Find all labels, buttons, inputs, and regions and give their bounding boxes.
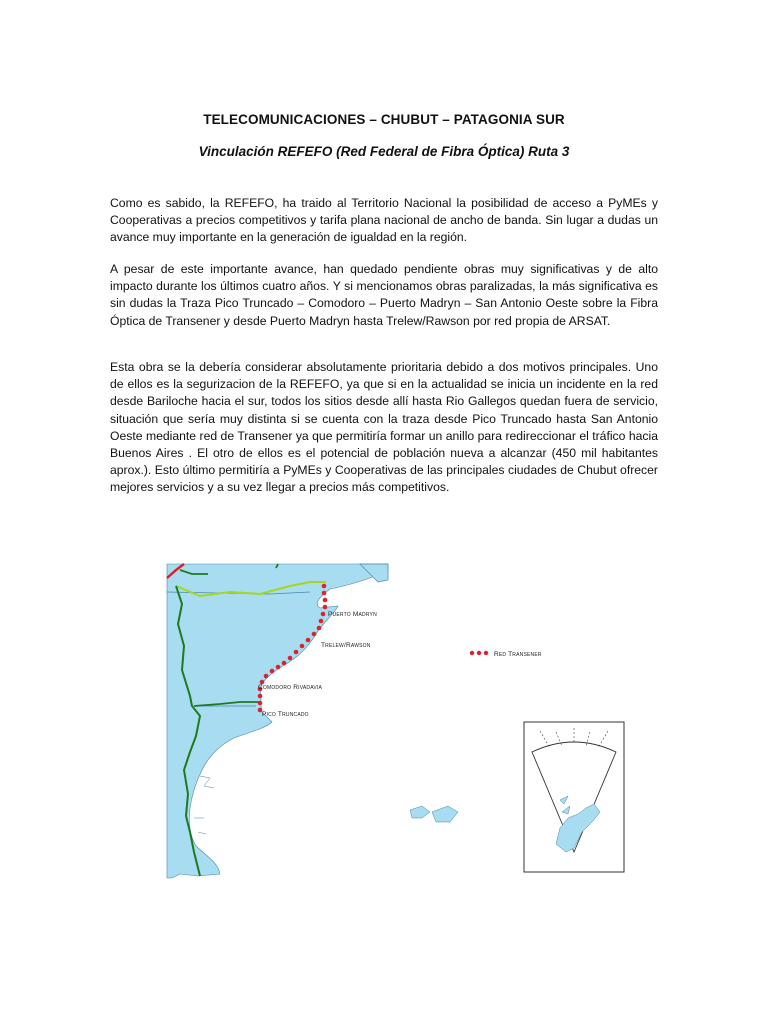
- document-title: TELECOMUNICACIONES – CHUBUT – PATAGONIA SUR: [203, 112, 565, 127]
- label-comodoro: Comodoro Rivadavia: [258, 684, 323, 691]
- legend-dot-3: [484, 651, 488, 655]
- legend-dot-1: [470, 651, 474, 655]
- legend-transener-label: Red Transener: [494, 651, 542, 658]
- paragraph-refefo-intro: Como es sabido, la REFEFO, ha traido al Territorio Nacional la posibilidad de acceso a PyMEs y Cooperativas a precios competitivos y tarifa plana nacional de ancho de banda. Sin lugar a dudas un avance muy importante en la generación de igualdad en la región.: [110, 196, 658, 245]
- antarctica-inset: [524, 722, 624, 872]
- label-pico-truncado: Pico Truncado: [262, 711, 309, 718]
- coastline-detail: [194, 776, 214, 834]
- label-puerto-madryn: Puerto Madryn: [328, 611, 377, 618]
- paragraph-pending-works: A pesar de este importante avance, han quedado pendiente obras muy significativas y de alto impacto durante los últimos cuatro años. Y si mencionamos obras paralizadas, la más significativa es sin dudas la Traza Pico Truncado – Comodoro – Puerto Madryn – San Antonio Oeste sobre la Fibra Óptica de Transener y desde Puerto Madryn hasta Trelew/Rawson por red propia de ARSAT.: [110, 262, 658, 328]
- map-legend: [470, 651, 542, 658]
- label-trelew-rawson: Trelew/Rawson: [321, 642, 371, 649]
- legend-dot-2: [477, 651, 481, 655]
- map-canvas: [160, 556, 640, 896]
- document-subtitle: Vinculación REFEFO (Red Federal de Fibra Óptica) Ruta 3: [198, 144, 570, 159]
- paragraph-priority-reasons: Esta obra se la debería considerar absolutamente prioritaria debido a dos motivos principales. Uno de ellos es la segurizacion de la REFEFO, ya que si en la actualidad se inicia un incidente en la red desde Bariloche hacia el sur, todos los sitios desde allí hasta Rio Gallegos quedan fuera de servicio, situación que sería muy distinta si se cuenta con la traza desde Pico Truncado hasta San Antonio Oeste mediante red de Transener ya que permitiría formar un anillo para redireccionar el tráfico hacia Buenos Aires . El otro de ellos es el potencial de población nueva a alcanzar (450 mil habitantes aprox.). Esto último permitiría a PyMEs y Cooperativas de las principales ciudades de Chubut ofrecer mejores servicios y a su vez llegar a precios más competitivos.: [110, 360, 658, 495]
- falkland-islands: [410, 806, 458, 822]
- patagonia-network-map: [160, 556, 640, 896]
